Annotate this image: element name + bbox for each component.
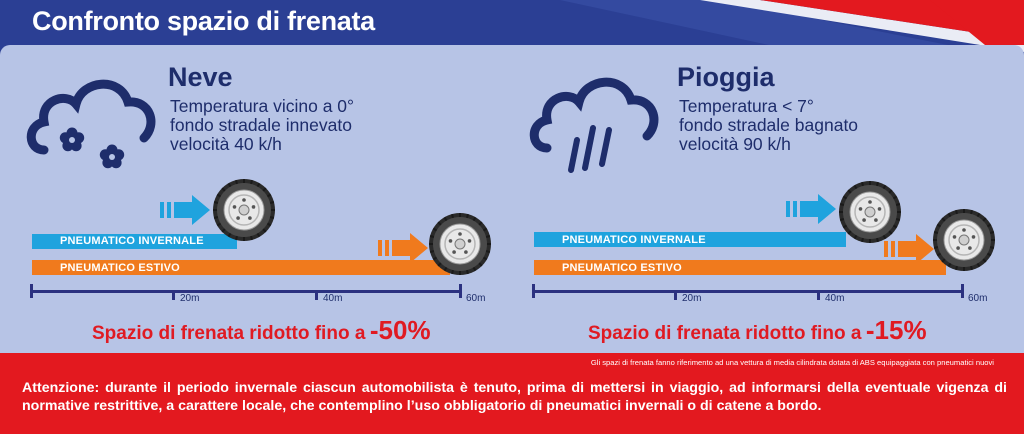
- rain-reduction-text: Spazio di frenata ridotto fino a: [588, 323, 862, 344]
- snow-tick-40: 40m: [323, 293, 343, 304]
- snow-line-2: fondo stradale innevato: [170, 115, 352, 135]
- snow-winter-label: PNEUMATICO INVERNALE: [60, 235, 204, 247]
- rain-tick-20: 20m: [682, 293, 702, 304]
- rain-reduction-percent: -15%: [865, 315, 927, 345]
- snow-distance-scale: [28, 282, 468, 302]
- warning-text: Attenzione: durante il periodo invernale ciascun automobilista è tenuto, prima di mettersi in viaggio, ad informarsi della eventuale vigenza di normative restrittive, a carattere locale, che contemplino l’uso obbligatorio di pneumatici invernali o di catene a bordo.: [22, 380, 1007, 414]
- snow-summer-arrow-icon: [378, 232, 430, 264]
- rain-winter-arrow-icon: [786, 193, 838, 225]
- rain-distance-scale: [530, 282, 970, 302]
- snow-winter-wheel-icon: [212, 178, 276, 242]
- rain-summer-wheel-icon: [932, 208, 996, 272]
- rain-tick-40: 40m: [825, 293, 845, 304]
- snow-winter-arrow-icon: [160, 194, 212, 226]
- snow-summer-wheel-icon: [428, 212, 492, 276]
- rain-line-2: fondo stradale bagnato: [679, 115, 859, 135]
- rain-tick-60: 60m: [968, 293, 988, 304]
- snow-line-3: velocità 40 k/h: [170, 134, 282, 154]
- rain-heading: Pioggia: [677, 62, 775, 92]
- page-title: Confronto spazio di frenata: [32, 6, 375, 36]
- rain-line-1: Temperatura < 7°: [679, 96, 814, 116]
- footnote: Gli spazi di frenata fanno riferimento ad una vettura di media cilindrata dotata di ABS equipaggiata con pneumatici nuovi: [590, 358, 994, 367]
- snow-tick-20: 20m: [180, 293, 200, 304]
- rain-summer-label: PNEUMATICO ESTIVO: [562, 262, 682, 274]
- rain-winter-wheel-icon: [838, 180, 902, 244]
- snow-reduction-percent: -50%: [369, 315, 431, 345]
- snow-description: [170, 97, 354, 154]
- snow-cloud-icon: [22, 62, 162, 184]
- rain-line-3: velocità 90 k/h: [679, 134, 791, 154]
- snow-reduction: [92, 315, 431, 346]
- rain-reduction: [588, 315, 927, 346]
- snow-reduction-text: Spazio di frenata ridotto fino a: [92, 323, 366, 344]
- rain-winter-label: PNEUMATICO INVERNALE: [562, 234, 706, 246]
- snow-tick-60: 60m: [466, 293, 486, 304]
- rain-cloud-icon: [525, 60, 665, 182]
- snow-summer-label: PNEUMATICO ESTIVO: [60, 262, 180, 274]
- rain-description: [679, 97, 858, 154]
- snow-heading: Neve: [168, 62, 233, 92]
- snow-line-1: Temperatura vicino a 0°: [170, 96, 355, 116]
